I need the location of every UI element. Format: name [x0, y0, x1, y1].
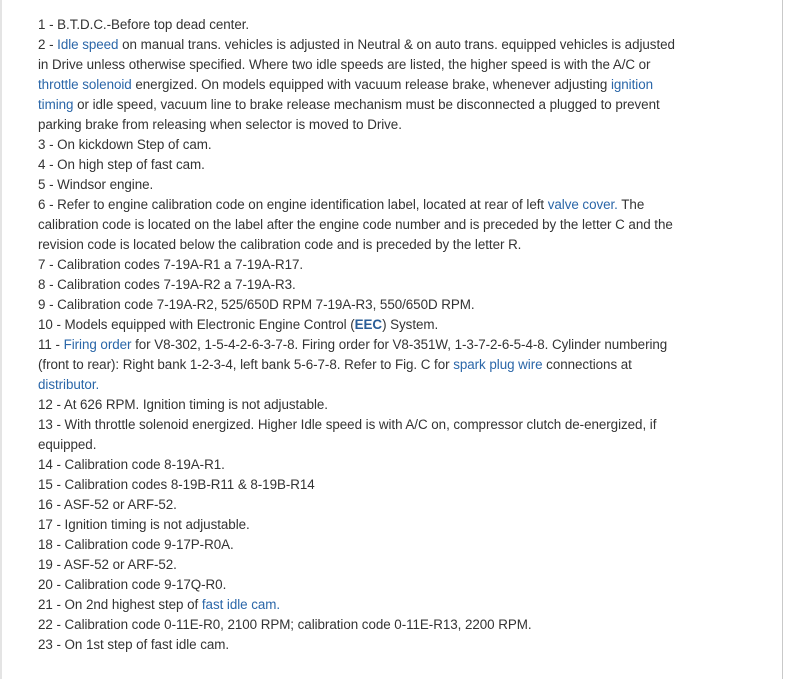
footnote-text: Calibration code 8-19A-R1.: [64, 457, 225, 472]
footnote-link[interactable]: distributor.: [38, 377, 100, 392]
footnote-21: 21 - On 2nd highest step of fast idle cam.: [38, 597, 281, 612]
footnote-link[interactable]: throttle solenoid: [38, 77, 132, 92]
footnote-text: On 1st step of fast idle cam.: [64, 637, 230, 652]
footnote-6: 6 - Refer to engine calibration code on engine identification label, located at rear of left valve cover. The calibration code is located on the label after the engine code number and is preceded by the letter C and the revision code is located below the calibration code and is preceded by the letter R.: [38, 197, 673, 252]
footnote-number: 2: [38, 37, 46, 52]
scroll-edge-divider: [782, 0, 783, 679]
footnote-text: on manual trans. vehicles is adjusted in Neutral & on auto trans. equipped vehicles is adjusted in Drive unless otherwise specified. Where two idle speeds are listed, the higher speed is with the A/C or: [38, 37, 675, 72]
footnote-text: ) System.: [382, 317, 439, 332]
footnote-11: 11 - Firing order for V8-302, 1-5-4-2-6-3-7-8. Firing order for V8-351W, 1-3-7-2-6-5-4-8. Cylinder numbering (front to rear): Right bank 1-2-3-4, left bank 5-6-7-8. Refer to Fig. C for spark plug wire connections at distributor.: [38, 337, 668, 392]
footnote-number: 12: [38, 397, 53, 412]
footnote-4: 4 - On high step of fast cam.: [38, 157, 205, 172]
footnote-12: 12 - At 626 RPM. Ignition timing is not adjustable.: [38, 397, 328, 412]
footnote-number: 15: [38, 477, 53, 492]
footnote-text: ASF-52 or ARF-52.: [63, 497, 177, 512]
footnote-text: Ignition timing is not adjustable.: [64, 517, 250, 532]
footnote-number: 13: [38, 417, 53, 432]
footnote-15: 15 - Calibration codes 8-19B-R11 & 8-19B-R14: [38, 477, 315, 492]
footnote-9: 9 - Calibration code 7-19A-R2, 525/650D RPM 7-19A-R3, 550/650D RPM.: [38, 297, 475, 312]
footnote-text: Calibration code 7-19A-R2, 525/650D RPM 7-19A-R3, 550/650D RPM.: [57, 297, 475, 312]
footnote-1: 1 - B.T.D.C.-Before top dead center.: [38, 17, 250, 32]
footnote-text: With throttle solenoid energized. Higher Idle speed is with A/C on, compressor clutch de-energized, if equipped.: [38, 417, 657, 452]
footnote-text: The calibration code is located on the label after the engine code number and is preceded by the letter C and the revision code is located below the calibration code and is preceded by the letter R.: [38, 197, 673, 252]
footnote-text: Calibration code 9-17P-R0A.: [64, 537, 234, 552]
footnote-link[interactable]: Firing order: [63, 337, 132, 352]
footnote-number: 20: [38, 577, 53, 592]
footnote-number: 6: [38, 197, 46, 212]
footnote-text: connections at: [542, 357, 632, 372]
footnote-17: 17 - Ignition timing is not adjustable.: [38, 517, 250, 532]
footnote-text: for V8-302, 1-5-4-2-6-3-7-8. Firing order for V8-351W, 1-3-7-2-6-5-4-8. Cylinder numbering (front to rear): Right bank 1-2-3-4, left bank 5-6-7-8. Refer to Fig. C for: [38, 337, 668, 372]
footnote-7: 7 - Calibration codes 7-19A-R1 a 7-19A-R17.: [38, 257, 304, 272]
footnote-number: 4: [38, 157, 46, 172]
footnote-number: 1: [38, 17, 46, 32]
footnote-13: 13 - With throttle solenoid energized. Higher Idle speed is with A/C on, compressor clutch de-energized, if equipped.: [38, 417, 657, 452]
footnote-text: Calibration code 0-11E-R0, 2100 RPM; calibration code 0-11E-R13, 2200 RPM.: [64, 617, 532, 632]
footnote-text: Calibration codes 7-19A-R2 a 7-19A-R3.: [57, 277, 296, 292]
footnotes-list: [38, 15, 688, 655]
footnote-text: Calibration code 9-17Q-R0.: [64, 577, 227, 592]
footnote-text: Windsor engine.: [57, 177, 154, 192]
footnote-23: 23 - On 1st step of fast idle cam.: [38, 637, 230, 652]
footnote-text: On high step of fast cam.: [57, 157, 205, 172]
footnote-number: 10: [38, 317, 53, 332]
footnote-number: 11: [38, 337, 52, 352]
footnote-number: 19: [38, 557, 53, 572]
footnote-2: 2 - Idle speed on manual trans. vehicles is adjusted in Neutral & on auto trans. equipped vehicles is adjusted in Drive unless otherwise specified. Where two idle speeds are listed, the higher speed is with the A/C or throttle solenoid energized. On models equipped with vacuum release brake, whenever adjusting ignition timing or idle speed, vacuum line to brake release mechanism must be disconnected a plugged to prevent parking brake from releasing when selector is moved to Drive.: [38, 37, 675, 132]
footnote-link[interactable]: ignition timing: [38, 77, 653, 112]
left-border: [0, 0, 2, 679]
footnote-number: 7: [38, 257, 46, 272]
footnote-5: 5 - Windsor engine.: [38, 177, 154, 192]
footnote-text: On kickdown Step of cam.: [57, 137, 212, 152]
footnote-20: 20 - Calibration code 9-17Q-R0.: [38, 577, 227, 592]
footnote-number: 8: [38, 277, 46, 292]
footnote-link[interactable]: Idle speed: [57, 37, 119, 52]
footnote-18: 18 - Calibration code 9-17P-R0A.: [38, 537, 234, 552]
footnote-number: 9: [38, 297, 46, 312]
footnote-16: 16 - ASF-52 or ARF-52.: [38, 497, 177, 512]
footnote-number: 5: [38, 177, 46, 192]
footnote-text: energized. On models equipped with vacuum release brake, whenever adjusting: [131, 77, 611, 92]
footnote-number: 22: [38, 617, 53, 632]
footnote-number: 14: [38, 457, 53, 472]
footnote-text: Models equipped with Electronic Engine Control (: [64, 317, 355, 332]
footnote-text: Calibration codes 8-19B-R11 & 8-19B-R14: [64, 477, 315, 492]
footnote-text: Refer to engine calibration code on engine identification label, located at rear of left: [57, 197, 548, 212]
footnote-number: 3: [38, 137, 46, 152]
footnote-19: 19 - ASF-52 or ARF-52.: [38, 557, 177, 572]
footnote-link[interactable]: spark plug wire: [453, 357, 543, 372]
footnote-number: 16: [38, 497, 53, 512]
footnote-text: B.T.D.C.-Before top dead center.: [57, 17, 250, 32]
footnote-10: 10 - Models equipped with Electronic Engine Control (EEC) System.: [38, 317, 439, 332]
footnote-number: 23: [38, 637, 53, 652]
footnote-22: 22 - Calibration code 0-11E-R0, 2100 RPM; calibration code 0-11E-R13, 2200 RPM.: [38, 617, 532, 632]
footnote-link[interactable]: valve cover.: [547, 197, 618, 212]
footnote-text: Calibration codes 7-19A-R1 a 7-19A-R17.: [57, 257, 304, 272]
footnote-bold-term: EEC: [354, 317, 383, 332]
footnote-8: 8 - Calibration codes 7-19A-R2 a 7-19A-R3.: [38, 277, 296, 292]
footnote-text: At 626 RPM. Ignition timing is not adjustable.: [63, 397, 328, 412]
footnote-3: 3 - On kickdown Step of cam.: [38, 137, 212, 152]
footnote-text: On 2nd highest step of: [64, 597, 202, 612]
footnote-14: 14 - Calibration code 8-19A-R1.: [38, 457, 225, 472]
footnote-number: 21: [38, 597, 53, 612]
footnote-number: 17: [38, 517, 53, 532]
footnote-text: or idle speed, vacuum line to brake release mechanism must be disconnected a plugged to prevent parking brake from releasing when selector is moved to Drive.: [38, 97, 660, 132]
footnote-text: ASF-52 or ARF-52.: [63, 557, 177, 572]
footnote-number: 18: [38, 537, 53, 552]
footnote-link[interactable]: fast idle cam.: [201, 597, 281, 612]
